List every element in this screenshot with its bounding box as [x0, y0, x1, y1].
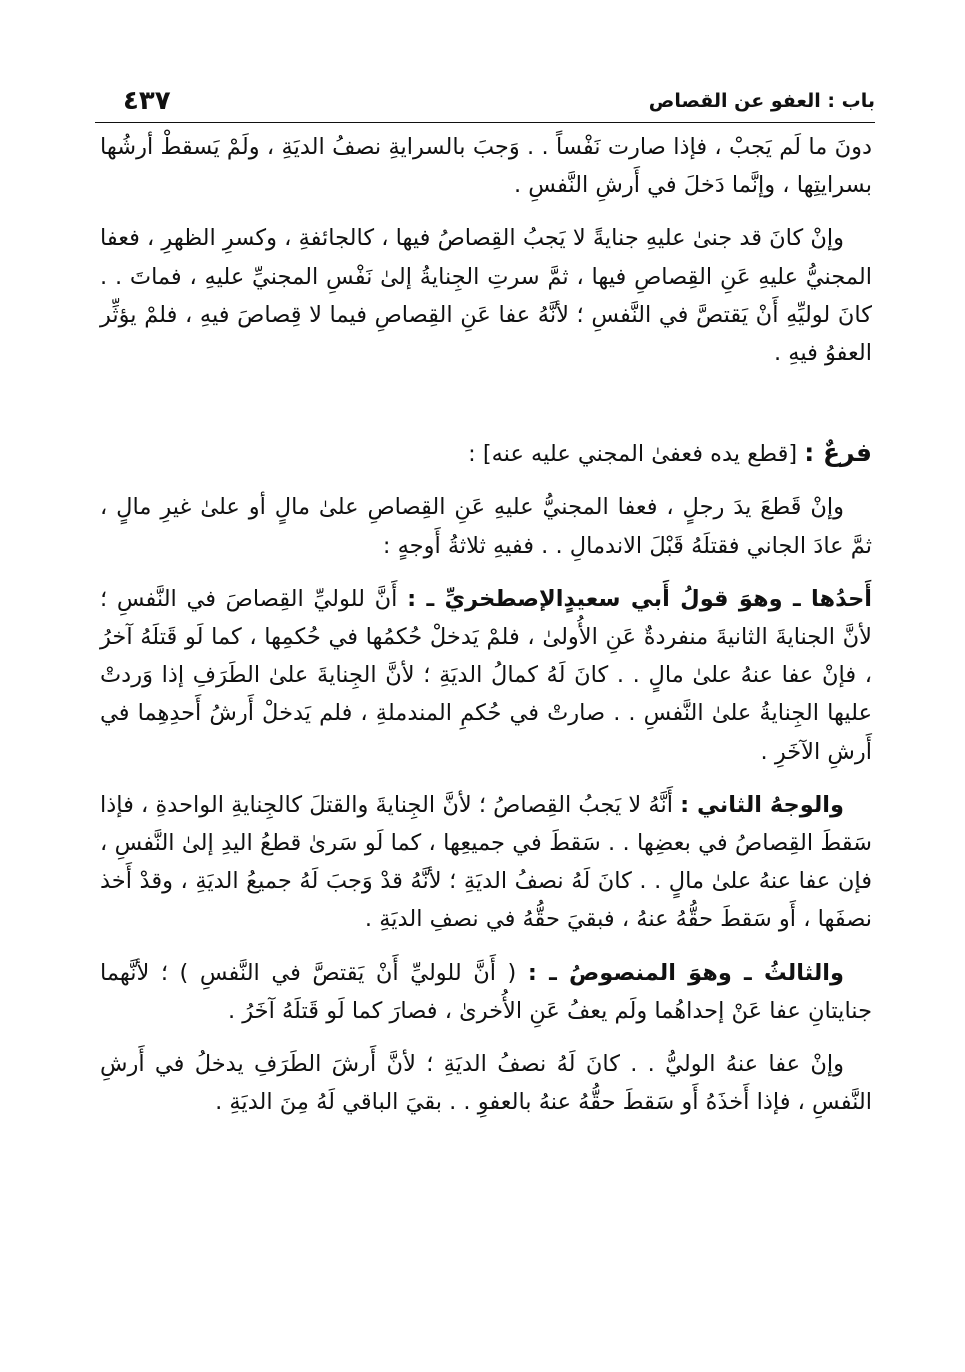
paragraph-1 [100, 128, 872, 204]
paragraph-4 [100, 488, 872, 564]
paragraph-text: دونَ ما لَم يَجبْ ، فإذا صارت نَفْساً . . وَجبَ بالسرايةِ نصفُ الديَةِ ، ولَمْ يَسقطْ أرشُها بسرايتِها ، وإنَّما دَخلَ في أَرشِ النَّفسِ . [100, 134, 872, 199]
paragraph-2 [100, 219, 872, 372]
paragraph-text: وإنْ عفا عنهُ الوليُّ . . كانَ لَهُ نصفُ الديَةِ ؛ لأنَّ أَرشَ الطَرَفِ يدخلُ في أَرشِ النَّفسِ ، فإذا أَخذَهُ أَو سَقطَ حقُّهُ عنهُ بالعفوِ . . بقيَ الباقي لَهُ مِنَ الديَةِ . [100, 1051, 872, 1116]
paragraph-text: ( أَنَّ للوليِّ أَنْ يَقتصَّ في النَّفسِ ) ؛ لأنَّهما جنايتانِ عفا عَنْ إحداهُما ولَم يعفُ عَنِ الأُخرىٰ ، فصارَ كما لَو قَتلَهُ آخَرُ . [100, 959, 872, 1024]
page-header [95, 86, 875, 123]
view-lead: والوجهُ الثاني : [680, 791, 844, 818]
paragraph-last [100, 1045, 872, 1121]
view-lead: أَحدُها ـ وهوَ قولُ أَبي سعيدٍالإصطخريِّ ـ : [407, 585, 872, 612]
branch-heading [100, 434, 872, 473]
view-lead: والثالثُ ـ وهوَ المنصوصُ ـ : [527, 959, 845, 986]
branch-title: [قطع يده فعفىٰ المجني عليه عنه] : [468, 441, 798, 468]
paragraph-third-view [100, 954, 872, 1030]
paragraph-second-view [100, 786, 872, 939]
paragraph-text: أَنَّهُ لا يَجبُ القِصاصُ ؛ لأنَّ الجِنايةَ والقتلَ كالجِنايةِ الواحدةِ ، فإذا سَقطَ القِصاصُ في بعضِها . . سَقطَ في جميعِها ، كما لَو سَرىٰ قطعُ اليدِ إلىٰ النَّفسِ ، فإن عفا عنهُ علىٰ مالٍ . . كانَ لَهُ نصفُ الديَةِ ؛ لأنَّهُ قدْ وَجبَ لَهُ جميعُ الديَةِ ، وقدْ أَخذ نصفَها ، أَو سَقطَ حقُّهُ عنهُ ، فبقيَ حقُّهُ في نصفِ الديَةِ . [100, 791, 872, 933]
paragraph-text: وإنْ قَطعَ يدَ رجلٍ ، فعفا المجنيُّ عليهِ عَنِ القِصاصِ علىٰ مالٍ أو علىٰ غيرِ مالٍ ، ثمَّ عادَ الجاني فقتلَهُ قَبْلَ الاندمالِ . . ففيهِ ثلاثةُ أَوجهٍ : [100, 494, 872, 559]
body-text [100, 128, 872, 1136]
paragraph-text: أَنَّ للوليِّ القِصاصَ في النَّفسِ ؛ لأنَّ الجنايةَ الثانيةَ منفردةٌ عَنِ الأُولىٰ ، فلمْ يَدخلْ حُكمُها في حُكمِها ، كما لَو قَتلَهُ آخرُ ، فإنْ عفا عنهُ علىٰ مالٍ . . كانَ لَهُ كمالُ الديَةِ ؛ لأنَّ الجِنايةَ علىٰ الطَرَفِ إذا وَردتْ عليها الجِنايةُ علىٰ النَّفسِ . . صارتْ في حُكمِ المندملةِ ، فلم يَدخلْ أَرشُ أَحدِهِما في أَرشِ الآخَرِ . [100, 585, 872, 765]
paragraph-text: وإنْ كانَ قد جنىٰ عليهِ جنايةً لا يَجبُ القِصاصُ فيها ، كالجائفةِ ، وكسرِ الظهرِ ، فعفا المجنيُّ عليهِ عَنِ القِصاصِ فيها ، ثمَّ سرتِ الجِنايةُ إلىٰ نَفْسِ المجنيِّ عليهِ ، فماتَ . . كانَ لوليِّهِ أَنْ يَقتصَّ في النَّفسِ ؛ لأنَّهُ عفا عَنِ القِصاصِ فيما لا قِصاصَ فيهِ ، فلمْ يؤثِّر العفوُ فيهِ . [100, 225, 872, 367]
page-number: ٤٣٧ [123, 86, 171, 116]
paragraph-first-view [100, 580, 872, 771]
chapter-title: باب : العفو عن القصاص [648, 90, 875, 112]
branch-label: فرعٌ : [804, 438, 872, 468]
